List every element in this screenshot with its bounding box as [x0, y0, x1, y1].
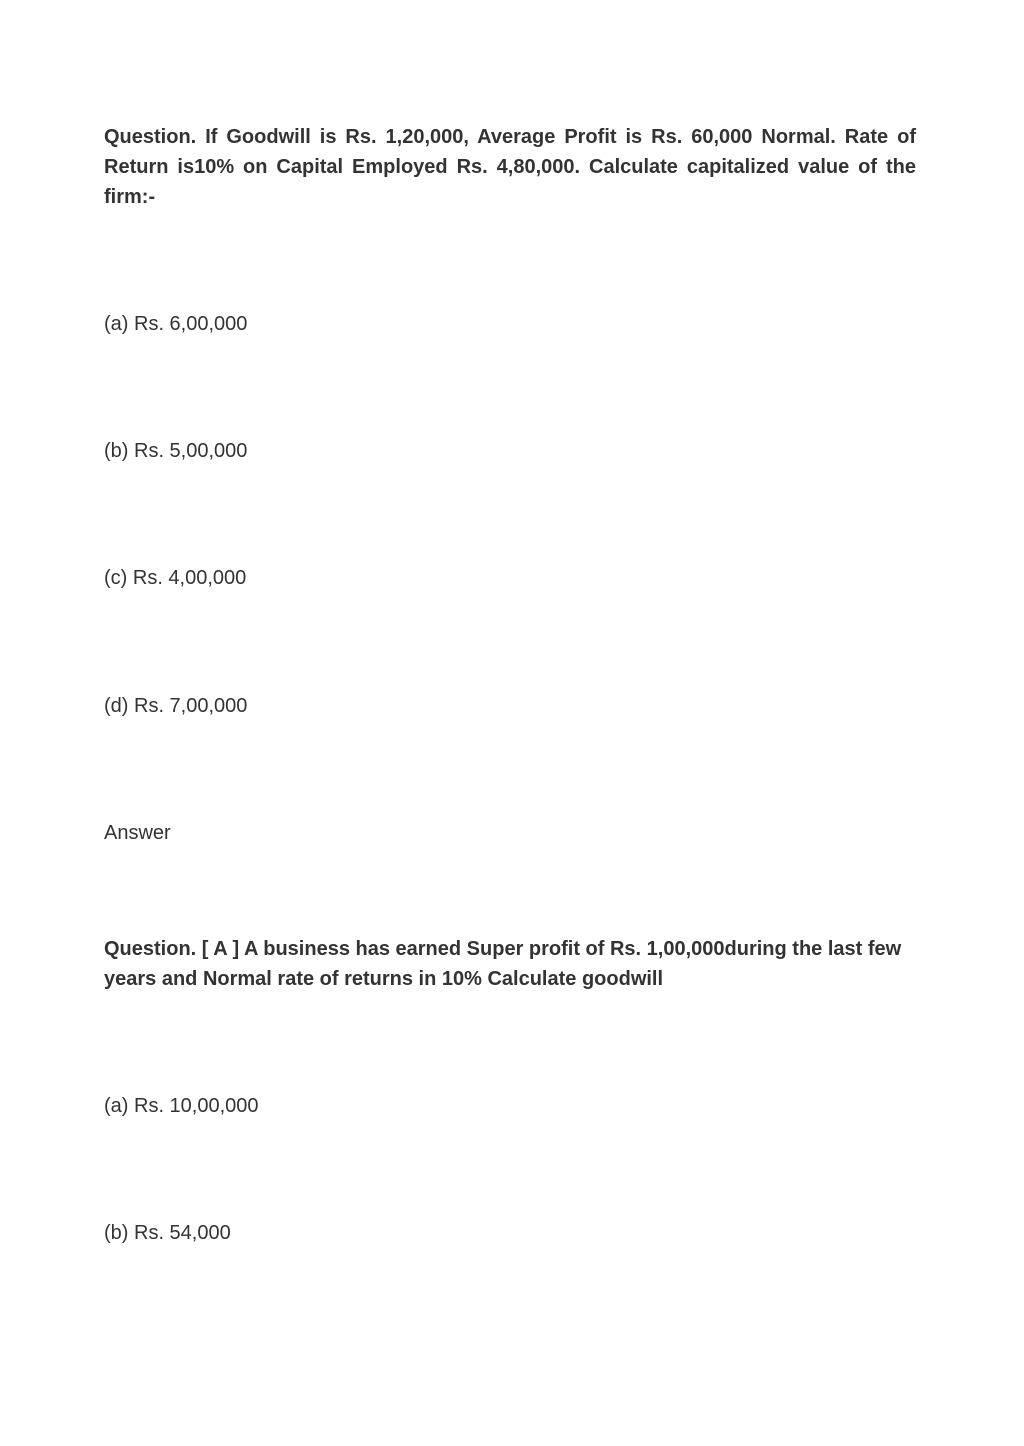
- question-2-text: Question. [ A ] A business has earned Super profit of Rs. 1,00,000during the last few years and Normal rate of returns in 10% Calculate goodwill: [104, 938, 902, 990]
- question-1-option-c: (c) Rs. 4,00,000: [104, 567, 247, 589]
- question-1-answer-label: Answer: [104, 822, 171, 844]
- question-2-option-b: (b) Rs. 54,000: [104, 1222, 231, 1244]
- question-1-option-b: (b) Rs. 5,00,000: [104, 440, 248, 462]
- question-1-text: Question. If Goodwill is Rs. 1,20,000, Average Profit is Rs. 60,000 Normal. Rate of Return is10% on Capital Employed Rs. 4,80,000. Calculate capitalized value of the firm:-: [104, 126, 916, 208]
- question-1-option-a: (a) Rs. 6,00,000: [104, 313, 248, 335]
- question-1-option-d: (d) Rs. 7,00,000: [104, 695, 248, 717]
- question-2-option-a: (a) Rs. 10,00,000: [104, 1095, 259, 1117]
